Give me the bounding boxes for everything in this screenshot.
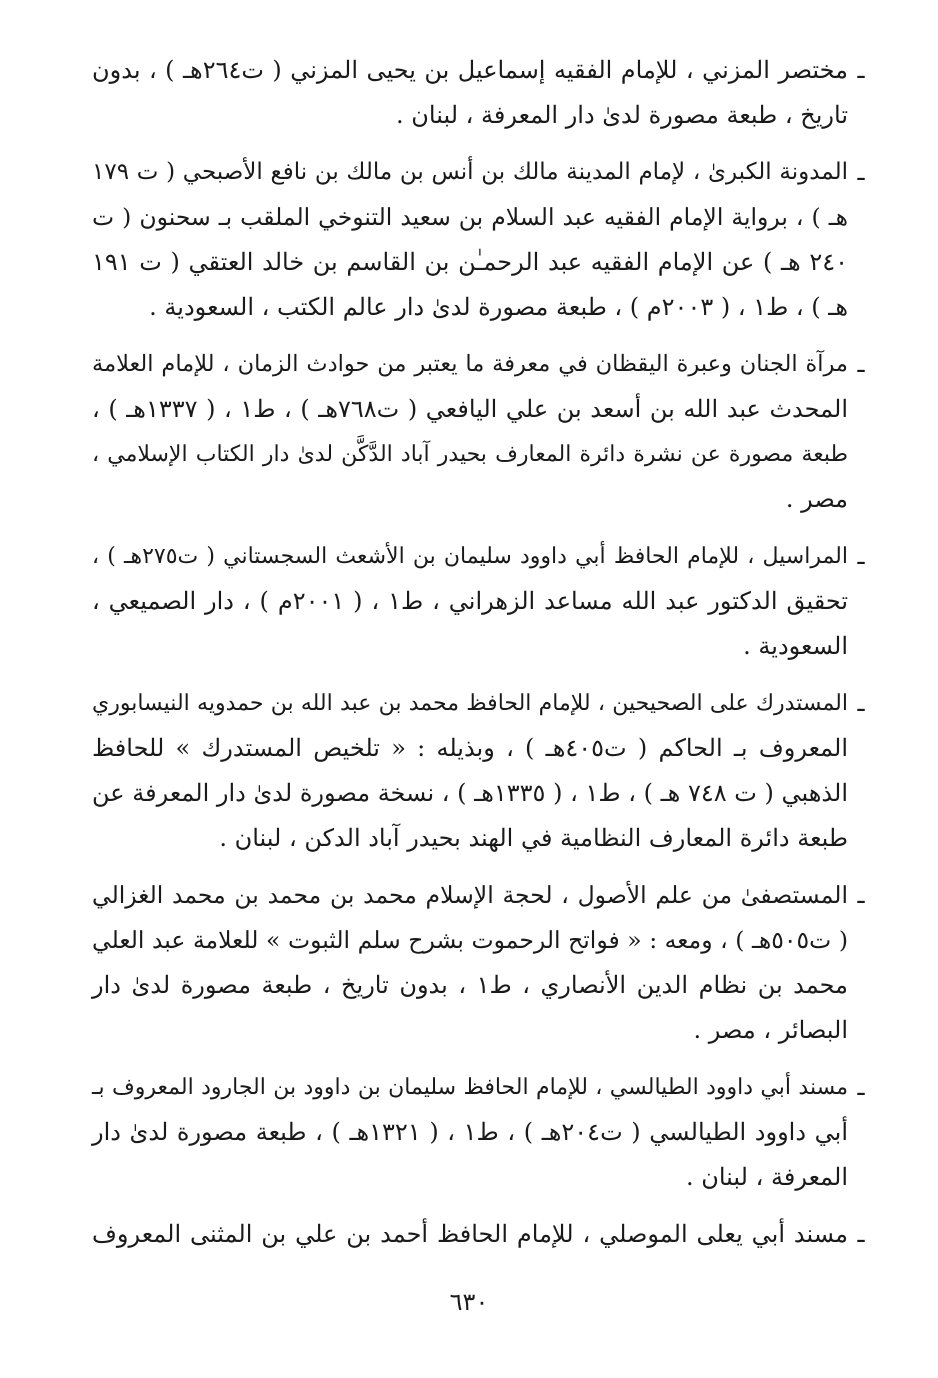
bibliography-entry xyxy=(92,1065,872,1200)
entry-line: محمد بن نظام الدين الأنصاري ، ط١ ، بدون تاريخ ، طبعة مصورة لدىٰ دار xyxy=(92,971,848,999)
entry-dash: ـ xyxy=(857,689,865,717)
entry-dash: ـ xyxy=(857,350,865,378)
entry-line: طبعة دائرة المعارف النظامية في الهند بحيدر آباد الدكن ، لبنان . xyxy=(219,824,848,852)
entry-line: طبعة مصورة عن نشرة دائرة المعارف بحيدر آباد الدَّكَّن لدىٰ دار الكتاب الإسلامي ، xyxy=(92,442,848,467)
entry-dash: ـ xyxy=(857,542,865,570)
entry-line: مسند أبي داوود الطيالسي ، للإمام الحافظ سليمان بن داوود بن الجارود المعروف بـ xyxy=(92,1075,848,1100)
entry-dash: ـ xyxy=(857,1073,865,1101)
entry-line: المستدرك على الصحيحين ، للإمام الحافظ محمد بن عبد الله بن حمدويه النيسابوري xyxy=(92,691,848,716)
entry-line: المستصفىٰ من علم الأصول ، لحجة الإسلام محمد بن محمد بن محمد الغزالي xyxy=(92,881,848,909)
bibliography-entry xyxy=(92,1212,872,1257)
entry-line: المراسيل ، للإمام الحافظ أبي داوود سليمان بن الأشعث السجستاني ( ت٢٧٥هـ ) ، xyxy=(92,544,848,569)
bibliography-entry xyxy=(92,873,872,1053)
bibliography-entry xyxy=(92,681,872,861)
entry-line: المعرفة ، لبنان . xyxy=(685,1163,848,1191)
entry-line: تحقيق الدكتور عبد الله مساعد الزهراني ، ط١ ، ( ٢٠٠١م ) ، دار الصميعي ، xyxy=(92,587,849,615)
entry-line: تاريخ ، طبعة مصورة لدىٰ دار المعرفة ، لبنان . xyxy=(396,101,848,129)
bibliography-list xyxy=(92,48,872,1269)
entry-line: المدونة الكبرىٰ ، لإمام المدينة مالك بن أنس بن مالك بن نافع الأصبحي ( ت ١٧٩ xyxy=(92,159,848,185)
entry-line: المحدث عبد الله بن أسعد بن علي اليافعي ( ت٧٦٨هـ ) ، ط١ ، ( ١٣٣٧هـ ) ، xyxy=(92,395,848,423)
entry-dash: ـ xyxy=(857,881,865,909)
bibliography-entry xyxy=(92,534,872,669)
entry-line: مصر . xyxy=(785,485,848,513)
bibliography-entry xyxy=(92,150,872,330)
entry-line: السعودية . xyxy=(743,632,848,660)
entry-line: الذهبي ( ت ٧٤٨ هـ ) ، ط١ ، ( ١٣٣٥هـ ) ، نسخة مصورة لدىٰ دار المعرفة عن xyxy=(92,779,848,807)
entry-line: هـ ) ، ط١ ، ( ٢٠٠٣م ) ، طبعة مصورة لدىٰ دار عالم الكتب ، السعودية . xyxy=(149,293,848,321)
entry-line: مختصر المزني ، للإمام الفقيه إسماعيل بن يحيى المزني ( ت٢٦٤هـ ) ، بدون xyxy=(92,56,848,84)
entry-line: مرآة الجنان وعبرة اليقظان في معرفة ما يعتبر من حوادث الزمان ، للإمام العلامة xyxy=(92,351,848,377)
entry-line: مسند أبي يعلى الموصلي ، للإمام الحافظ أحمد بن علي بن المثنى المعروف xyxy=(92,1220,848,1248)
entry-line: هـ ) ، برواية الإمام الفقيه عبد السلام بن سعيد التنوخي الملقب بـ سحنون ( ت xyxy=(92,203,848,231)
bibliography-entry xyxy=(92,48,872,138)
bibliography-entry xyxy=(92,342,872,522)
page-number: ٦٣٠ xyxy=(449,1288,489,1316)
entry-dash: ـ xyxy=(857,1220,865,1248)
entry-line: ٢٤٠ هـ ) عن الإمام الفقيه عبد الرحمـٰن بن القاسم بن خالد العتقي ( ت ١٩١ xyxy=(92,248,848,276)
entry-line: ( ت٥٠٥هـ ) ، ومعه : « فواتح الرحموت بشرح سلم الثبوت » للعلامة عبد العلي xyxy=(92,926,849,954)
entry-dash: ـ xyxy=(857,158,865,186)
entry-line: أبي داوود الطيالسي ( ت٢٠٤هـ ) ، ط١ ، ( ١٣٢١هـ ) ، طبعة مصورة لدىٰ دار xyxy=(92,1118,848,1146)
entry-line: المعروف بـ الحاكم ( ت٤٠٥هـ ) ، وبذيله : « تلخيص المستدرك » للحافظ xyxy=(92,734,848,762)
entry-dash: ـ xyxy=(857,56,865,84)
entry-line: البصائر ، مصر . xyxy=(693,1016,848,1044)
